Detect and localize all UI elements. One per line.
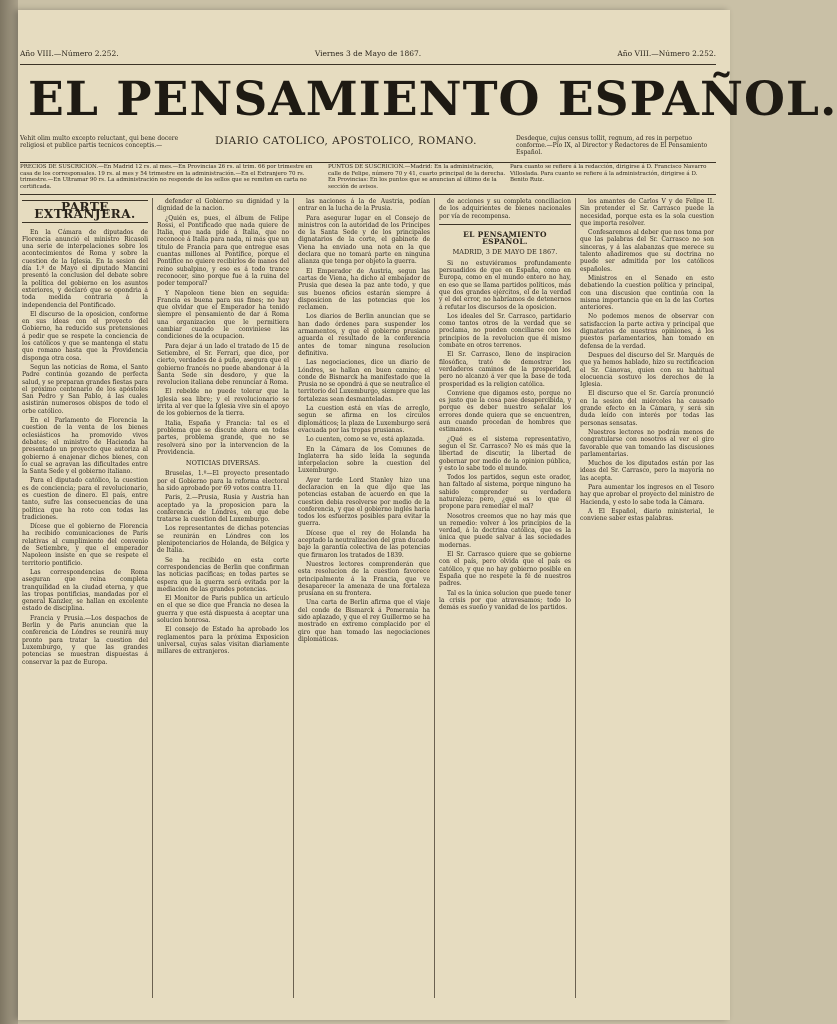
paragraph: El Emperador de Austria, segun las cartas de Viena, ha dicho al embajador de Prusia que desea la paz ante todo, y que sus buenos oficios estarán siempre á disposicion de las potencias que los reclamen.: [298, 267, 430, 312]
paragraph: En la Cámara de los Comunes de Inglaterra ha sido leída la segunda interpelacion sobre la cuestion del Luxemburgo.: [298, 445, 430, 475]
paragraph: Para aumentar los ingresos en el Tesoro hay que aprobar el proyecto del ministro de Hacienda, y esto lo sabe toda la Cámara.: [580, 483, 714, 506]
column-rule: [575, 198, 576, 998]
paragraph: El discurso de la oposicion, conforme en sus ideas con el proyecto del Gobierno, ha reducido sus pretensiones á pedir que se respete la conciencia de los católicos y que se mantenga el statu quo romano hasta que la Providencia disponga otra cosa.: [22, 310, 148, 362]
paragraph: Ayer tarde Lord Stanley hizo una declaracion en la que dijo que las potencias estaban de acuerdo en que la cuestion debia resolverse por medio de la conferencia, y que el gobierno inglés haria todos los esfuerzos posibles para evitar la guerra.: [298, 476, 430, 528]
paragraph: Todos los partidos, segun este orador, han faltado al sistema, porque ninguno ha sabido comprender su verdadera naturaleza; pero, ¿qué es lo que él propone para remediar el mal?: [439, 474, 571, 511]
editorial-dateline: MADRID, 3 DE MAYO DE 1867.: [452, 248, 558, 257]
issue-number-right: Año VIII.—Número 2.252.: [617, 48, 716, 58]
paragraph: ¿Quién es, pues, el álbum de Felipe Rossi, el Pontificado que nada quiere de Italia, que nada pide á Italia, que no reconoce á Italia para nada, ni más que un título de Francia para que entregue esas cuantas millones al Pontífice, porque el Pontífice no quiere recibirlos de manos del reino subalpino, y eso es á todo trance reconocer, sino porque fue á la ruina del poder temporal?: [157, 214, 289, 288]
paragraph: Se ha recibido en esta corte correspondencias de Berlin que confirman las noticias pacíficas; en todas partes se espera que la guerra será evitada por la mediacion de las grandes potencias.: [157, 556, 289, 593]
subscription-terms: [20, 164, 716, 196]
paragraph: Las correspondencias de Roma aseguran que reina completa tranquilidad en la ciudad eterna, y que las tropas pontificias, mandadas por el general Kanzler, se hallan en excelente estado de disciplina.: [22, 568, 148, 613]
article-rule: [439, 224, 571, 225]
masthead: EL PENSAMIENTO ESPAÑOL.: [28, 72, 837, 127]
paragraph: las naciones á la de Austria, podían entrar en la lucha de la Prusia.: [298, 198, 430, 213]
paragraph: En el Parlamento de Florencia la cuestion de la venta de los bienes eclesiásticos ha promovido vivos debates; el ministro de Hacienda ha presentado un proyecto que autoriza al gobierno á enajenar dichos bienes, con lo cual se agravan las dificultades entre la Santa Sede y el gobierno italiano.: [22, 417, 148, 476]
paragraph: Si no estuviéramos profundamente persuadidos de que en España, como en Europa, como en el mundo entero no hay, en eso que se llama partidos políticos, más que dos grandes ejércitos, el de la verdad y el del error, no habríamos de detenernos á refutar los discursos de la oposicion.: [439, 259, 571, 311]
motto-right: Desdeque, cujus census tollit, regnum, ad res in perpetuo conforme.—Pío IX, al Director y Redactores de El Pensamiento Español.: [516, 135, 708, 156]
paragraph: El Monitor de Paris publica un artículo en el que se dice que Francia no desea la guerra y que está dispuesta á aceptar una solucion honrosa.: [157, 595, 289, 625]
paragraph: Lo cuenten, como se ve, está aplazada.: [306, 436, 425, 444]
newspaper-page: [18, 10, 837, 1020]
paragraph: ¿Qué es el sistema representativo, segun el Sr. Carrasco? No es más que la libertad de discutir, la libertad de gobernar por medio de la opinion pública, y esto lo sabe todo el mundo.: [439, 435, 571, 472]
book-spine: [0, 0, 18, 1024]
column-rule: [152, 198, 153, 998]
paragraph: Nosotros creemos que no hay más que un remedio: volver á los principios de la verdad, á la doctrina católica, que es la única que puede salvar á las sociedades modernas.: [439, 512, 571, 549]
paragraph: Nuestros lectores comprenderán que esta resolucion de la cuestion favorece principalmente á la Francia, que ve desaparecer la amenaza de una fortaleza prusiana en su frontera.: [298, 560, 430, 598]
paragraph: Las negociaciones, dice un diario de Lóndres, se hallan en buen camino; el conde de Bismarck ha manifestado que la Prusia no se opondrá á que se neutralice el territorio del Luxemburgo, siempre que las fortalezas sean desmanteladas.: [298, 359, 430, 403]
paragraph: Para el diputado católico, la cuestion es de conciencia; para el revolucionario, es cuestion de dinero. El país, entre tanto, sufre las consecuencias de una política que ha roto con todas las tradiciones.: [22, 477, 148, 521]
paragraph: Bruselas, 1.º—El proyecto presentado por el Gobierno para la reforma electoral ha sido aprobado por 69 votos contra 11.: [157, 470, 289, 492]
paragraph: Dícese que el rey de Holanda ha aceptado la neutralizacion del gran ducado bajo la garantía colectiva de las potencias que firmaron los tratados de 1839.: [298, 529, 430, 559]
paragraph: Ministros en el Senado en esto debatiendo la cuestion política y principal, con una discusion que continúa con la misma importancia que en la de las Cortes anteriores.: [580, 274, 714, 312]
paragraph: Dícese que el gobierno de Florencia ha recibido comunicaciones de París relativas al cumplimiento del convenio de Setiembre, y que el emperador Napoleon insiste en que se respete el territorio pontificio.: [22, 523, 148, 567]
paragraph: defender el Gobierno su dignidad y la dignidad de la nacion.: [157, 198, 289, 213]
paragraph: Los representantes de dichas potencias se reunirán en Lóndres con los plenipotenciarios de Holanda, de Bélgica y de Italia.: [157, 525, 289, 555]
paragraph: Una carta de Berlin afirma que el viaje del conde de Bismarck á Pomerania ha sido aplazado, y que el rey Guillermo se ha mostrado en extremo complacido por el giro que han tomado las negociaciones diplomáticas.: [298, 599, 430, 643]
paragraph: Despues del discurso del Sr. Marqués de que ya hemos hablado, hizo su rectificacion el Sr. Cánovas, quien con su habitual elocuencia sostuvo los derechos de la Iglesia.: [580, 351, 714, 389]
subtitle-row: [20, 134, 716, 162]
paragraph: Nuestros lectores no podrán menos de congratularse con nosotros al ver el giro favorable que van tomando las discusiones parlamentarias.: [580, 428, 714, 458]
column-1: [22, 198, 148, 998]
paragraph: Conviene que digamos esto, porque no es justo que la cosa pase desapercibida, y porque es deber nuestro señalar los errores donde quiera que se encuentren, aun cuando procedan de hombres que estimamos.: [439, 389, 571, 434]
paragraph: Los diarios de Berlin anuncian que se han dado órdenes para suspender los armamentos, y que el gobierno prusiano aguarda el resultado de la conferencia antes de tomar ninguna resolucion definitiva.: [298, 313, 430, 357]
paragraph: El Sr. Carrasco quiere que se gobierne con el país, pero olvida que el país es católico, y que no hay gobierno posible en España que no respete la fé de nuestros padres.: [439, 551, 571, 588]
paragraph: los amantes de Carlos V y de Felipe II. Sin pretender el Sr. Carrasco puede la necesidad, porque esta es la sola cuestion que importa resolver.: [580, 198, 714, 227]
column-2: [157, 198, 289, 998]
motto-left: Vehit olim multo excepto reluctant, qui bene docere religiosi et publice partis tecnicos conceptis.—: [20, 135, 179, 149]
subtitle-rule: [20, 162, 716, 163]
editorial-heading: EL PENSAMIENTO ESPAÑOL.: [463, 229, 547, 247]
paragraph: Confesaremos al deber que nos toma por que las palabras del Sr. Carrasco no son sinceras, y á las alabanzas que merece su talento añadiremos que su doctrina no puede ser admitida por los católicos españoles.: [580, 229, 714, 273]
paragraph: Italia, España y Francia: tal es el problema que se discute ahora en todas partes, problema grande, que no se resolverá sino por la intervencion de la Providencia.: [157, 419, 289, 456]
column-rule: [434, 198, 435, 998]
issue-number-left: Año VIII.—Número 2.252.: [20, 48, 119, 58]
header-rule: [20, 64, 716, 65]
paragraph: Paris, 2.—Prusia, Rusia y Austria han aceptado ya la proposicion para la conferencia de Lóndres, en que debe tratarse la cuestion del Luxemburgo.: [157, 494, 289, 524]
paragraph: El Sr. Carrasco, lleno de inspiracion filosófica, trató de demostrar los verdaderos caminos de la prosperidad, pero no alcanzó á ver que la base de toda prosperidad es la religion católica.: [439, 351, 571, 388]
paragraph: Segun las noticias de Roma, el Santo Padre continúa gozando de perfecta salud, y se preparan grandes fiestas para el próximo centenario de los apóstoles San Pedro y San Pablo, á las cuales asistirán numerosos obispos de todo el orbe católico.: [22, 363, 148, 415]
column-4: [439, 198, 571, 998]
paragraph: Para dejar á un lado el tratado de 15 de Setiembre, el Sr. Ferrari, que dice, por cierto, verdades de á puño, asegura que el gobierno francés no puede abandonar á la Santa Sede sin desdoro, y que la revolucion italiana debe renunciar á Roma.: [157, 342, 289, 387]
paragraph: Y Napoleon tiene bien en seguida: Francia es buena para sus fines; no hay que olvidar que el Emperador ha tenido siempre el pensamiento de dar á Roma una organizacion que le permitiera cambiar cuando le conviniese las condiciones de la ocupacion.: [157, 289, 289, 341]
subscription-points: PUNTOS DE SUSCRICION.—Madrid: En la administración, calle de Felipe, número 70 y 41, cuarto principal de la derecha. En Provincias: En los puntos que se anuncian al último de la sección de avisos.: [328, 164, 506, 190]
paragraph: El rebelde no puede tolerar que la Iglesia sea libre; y el revolucionario se irrita al ver que la Iglesia vive sin el apoyo de los gobiernos de la tierra.: [157, 388, 289, 418]
column-3: [298, 198, 430, 998]
editorial-contact: Para cuanto se refiere á la redacción, dirigirse á D. Francisco Navarro Villoslada. Para cuanto se refiere á la administración, dirigirse á D. Benito Ruiz.: [510, 164, 707, 183]
paragraph: Muchos de los diputados están por las ideas del Sr. Carrasco, pero la mayoría no las acepta.: [580, 460, 714, 482]
paragraph: de acciones y su completa conciliacion de los adquirientes de bienes nacionales por vía de recompensa.: [439, 198, 571, 220]
paragraph: La cuestion está en vías de arreglo, segun se afirma en los círculos diplomáticos; la plaza de Luxemburgo será evacuada por las tropas prusianas.: [298, 405, 430, 434]
issue-line: [20, 46, 716, 60]
section-heading-news: NOTICIAS DIVERSAS.: [185, 459, 261, 468]
prices-text: PRECIOS DE SUSCRICION.—En Madrid 12 rs. al mes.—En Provincias 26 rs. al trim. 66 por trimestre en casa de los corresponsales. 19 rs. al mes y 54 trimestre en la administración.—En el Extranjero 70 rs. trimestre.—En Ultramar 90 rs. La administración no responde de los sellos que se remiten en carta no certificada.: [20, 164, 313, 190]
paragraph: Los ideales del Sr. Carrasco, partidario como tantos otros de la verdad que se proclama, no pueden conciliarse con los principios de la revolucion que él mismo combate en otros terrenos.: [439, 312, 571, 350]
paragraph: En la Cámara de diputados de Florencia anunció el ministro Ricasoli una serie de interpelaciones sobre los acontecimientos de Roma y sobre la cuestion de la Iglesia. En la sesion del día 1.º de Mayo el diputado Mancini presentó la conclusion del debate sobre la política del gobierno en los asuntos exteriores, y declaró que se opondria á toda medida contraria á la independencia del Pontificado.: [22, 228, 148, 309]
paragraph: No podemos menos de observar con satisfaccion la parte activa y principal que dignatarios de nuestras opiniones, á los puestos parlamentarios, han tomado en defensa de la verdad.: [580, 313, 714, 350]
paragraph: Tal es la única solucion que puede tener la crisis por que atravesamos; todo lo demás es sueño y vanidad de los partidos.: [439, 589, 571, 612]
paragraph: Francia y Prusia.—Los despachos de Berlin y de Paris anuncian que la conferencia de Lóndres se reunirá muy pronto para tratar la cuestion del Luxemburgo, y que las grandes potencias se muestran dispuestas á conservar la paz de Europa.: [22, 614, 148, 666]
paragraph: A El Español, diario ministerial, le conviene saber estas palabras.: [580, 507, 714, 523]
terms-rule: [20, 194, 716, 195]
paragraph: El consejo de Estado ha aprobado los reglamentos para la próxima Exposicion universal, cuyas salas visitan diariamente millares de extranjeros.: [157, 626, 289, 656]
section-title-foreign: PARTE EXTRANJERA.: [22, 200, 148, 223]
column-rule: [293, 198, 294, 998]
paragraph: Para asegurar lugar en el Consejo de ministros con la autoridad de los Principes de la Santa Sede y de los principales dignatarios de la corte, el gabinete de Viena ha enviado una nota en la que declara que no tomará parte en ninguna alianza que tenga por objeto la guerra.: [298, 214, 430, 266]
subtitle: DIARIO CATOLICO, APOSTOLICO, ROMANO.: [215, 135, 477, 147]
issue-date: Viernes 3 de Mayo de 1867.: [314, 48, 422, 58]
paragraph: El discurso que el Sr. García pronunció en la sesion del miércoles ha causado grande efecto en la Cámara, y será sin duda leído con interés por todas las personas sensatas.: [580, 390, 714, 427]
column-5: [580, 198, 714, 998]
